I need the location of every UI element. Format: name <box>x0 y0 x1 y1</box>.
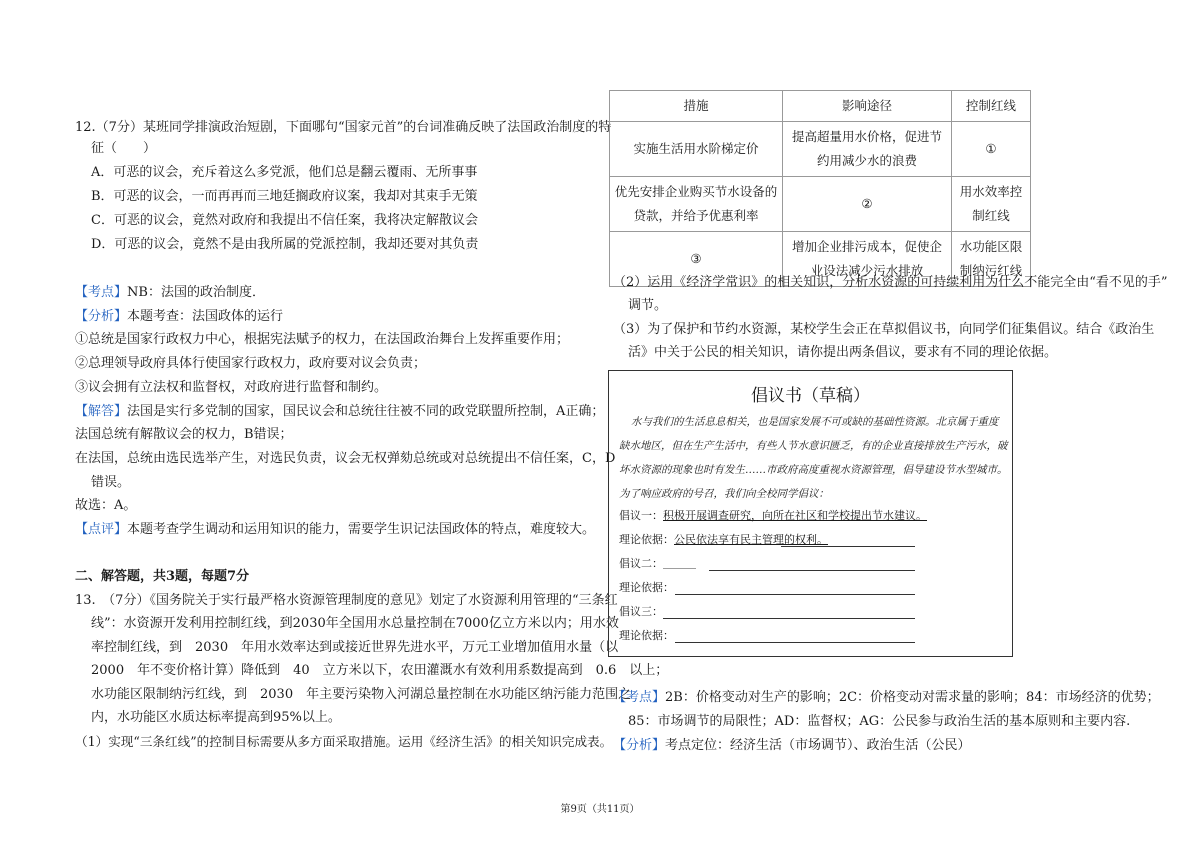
proposal-title: 倡议书（草稿） <box>751 386 870 406</box>
q12-option-a: A．可恶的议会，充斥着这么多党派，他们总是翻云覆雨、无所事事 <box>91 165 478 180</box>
q12-point-2: ②总理领导政府具体行使国家行政权力，政府要对议会负责； <box>75 356 427 371</box>
q13-fenxi <box>613 737 971 755</box>
q13-line-4: 2000 年不变价格计算）降低到 40 立方米以下，农田灌溉水有效利用系数提高到 0.6 以上； <box>91 663 669 678</box>
table-cell: 增加企业排污成本，促使企业设法减少污水排放 <box>783 232 952 287</box>
proposal-basis-2 <box>619 581 674 595</box>
proposal-hand-line-1: 水与我们的生活息息相关，也是国家发展不可或缺的基础性资源。北京属于重度 <box>631 416 999 428</box>
dianping-tag: 【点评】 <box>75 522 128 537</box>
proposal-label: 倡议一： <box>619 509 663 522</box>
q12-point-1: ①总统是国家行政权力中心，根据宪法赋予的权力，在法国政治舞台上发挥重要作用； <box>75 332 570 347</box>
q13-line-2: 线”：水资源开发利用控制红线，到2030年全国用水总量控制在7000亿立方米以内；用水效 <box>91 616 619 631</box>
page-footer: 第9页（共11页） <box>560 804 640 815</box>
q13-sub2-line1: （2）运用《经济学常识》的相关知识，分析水资源的可持续利用为什么不能完全由“看不见的手” <box>613 275 1168 290</box>
q12-option-c: C．可恶的议会，竟然对政府和我提出不信任案，我将决定解散议会 <box>91 213 478 228</box>
jieda-line-1: 法国是实行多党制的国家，国民议会和总统往往被不同的政党联盟所控制，A正确； <box>127 404 605 419</box>
dianping-text: 本题考查学生调动和运用知识的能力，需要学生识记法国政体的特点，难度较大。 <box>127 522 596 537</box>
q12-fenxi <box>75 308 283 326</box>
table-cell: 用水效率控制红线 <box>952 177 1031 232</box>
table-cell: ② <box>783 177 952 232</box>
q12-stem-line1: 12.（7分）某班同学排演政治短剧，下面哪句“国家元首”的台词准确反映了法国政治制度的特 <box>75 120 612 135</box>
proposal-hand-line-2: 缺水地区，但在生产生活中，有些人节水意识匮乏，有的企业直接排放生产污水，破 <box>619 440 1008 452</box>
table-row <box>610 177 1031 232</box>
table-row <box>610 122 1031 177</box>
q13-line-6: 内，水功能区水质达标率提高到95%以上。 <box>91 710 341 725</box>
proposal-row-3 <box>619 605 663 619</box>
proposal-label: 倡议二： <box>619 557 663 570</box>
q13-sub3-line2: 活》中关于公民的相关知识，请你提出两条倡议，要求有不同的理论依据。 <box>628 345 1058 360</box>
proposal-label: 理论依据： <box>619 533 674 546</box>
fenxi-tag: 【分析】 <box>75 309 128 324</box>
q12-option-d: D．可恶的议会，竟然不是由我所属的党派控制，我却还要对其负责 <box>91 237 479 252</box>
proposal-row-2 <box>619 557 696 571</box>
proposal-label: 倡议三： <box>619 605 663 618</box>
q13-sub3-line1: （3）为了保护和节约水资源，某校学生会正在草拟倡议书，向同学们征集倡议。结合《政治生 <box>613 322 1155 337</box>
q13-sub2-line2: 调节。 <box>628 298 668 313</box>
answer-underline <box>663 618 915 619</box>
fenxi-text: 考点定位：经济生活（市场调节）、政治生活（公民） <box>665 738 971 753</box>
answer-underline <box>675 642 915 643</box>
proposal-draft-box <box>608 370 1013 657</box>
proposal-answer: ＿＿＿ <box>663 557 696 570</box>
q13-kaodian-line2: 85：市场调节的局限性；AD：监督权；AG：公民参与政治生活的基本原则和主要内容. <box>628 714 1131 729</box>
jieda-tag: 【解答】 <box>75 404 128 419</box>
proposal-hand-line-3: 坏水资源的现象也时有发生……市政府高度重视水资源管理，倡导建设节水型城市。 <box>619 464 1008 476</box>
q12-jieda <box>75 403 604 421</box>
table-cell: 提高超量用水价格，促进节约用减少水的浪费 <box>783 122 952 177</box>
proposal-hand-line-4: 为了响应政府的号召，我们向全校同学倡议： <box>619 488 829 500</box>
q12-point-3: ③议会拥有立法权和监督权，对政府进行监督和制约。 <box>75 380 388 395</box>
table-cell: ① <box>952 122 1031 177</box>
kaodian-text: 2B：价格变动对生产的影响；2C：价格变动对需求量的影响；84：市场经济的优势； <box>665 690 1160 705</box>
table-cell: 实施生活用水阶梯定价 <box>610 122 783 177</box>
q13-sub1: （1）实现“三条红线”的控制目标需要从多方面采取措施。运用《经济生活》的相关知识完成表。 <box>75 734 613 749</box>
table-header: 控制红线 <box>952 91 1031 122</box>
fenxi-text: 本题考查：法国政体的运行 <box>127 309 284 324</box>
table-cell: 优先安排企业购买节水设备的贷款，并给予优惠利率 <box>610 177 783 232</box>
fenxi-tag: 【分析】 <box>613 738 666 753</box>
q12-dianping <box>75 521 595 539</box>
q12-kaodian <box>75 284 265 302</box>
proposal-answer: 公民依法享有民主管理的权利。 <box>674 533 828 546</box>
q12-option-b: B．可恶的议会，一而再再而三地廷搁政府议案，我却对其束手无策 <box>91 189 478 204</box>
proposal-answer: 积极开展调查研究，向所在社区和学校提出节水建议。 <box>663 509 927 522</box>
table-cell: 水功能区限制纳污红线 <box>952 232 1031 287</box>
q12-jieda-line-4: 错误。 <box>91 475 131 490</box>
answer-underline <box>709 570 915 571</box>
proposal-basis-1 <box>619 533 828 547</box>
answer-underline <box>781 546 915 547</box>
q13-kaodian <box>613 689 1160 707</box>
q13-line-5: 水功能区限制纳污红线，到 2030 年主要污染物入河湖总量控制在水功能区纳污能力范围之 <box>91 687 632 702</box>
q12-jieda-line-3: 在法国，总统由选民选举产生，对选民负责，议会无权弹劾总统或对总统提出不信任案，C，D <box>75 451 616 466</box>
kaodian-text: NB：法国的政治制度． <box>127 285 265 300</box>
q13-line-1: 13. （7分）《国务院关于实行最严格水资源管理制度的意见》划定了水资源利用管理的“三条红 <box>75 593 618 608</box>
q13-line-3: 率控制红线，到 2030 年用水效率达到或接近世界先进水平，万元工业增加值用水量（以 <box>91 640 619 655</box>
proposal-label: 理论依据： <box>619 629 674 642</box>
proposal-row-1 <box>619 509 927 523</box>
table-header: 措施 <box>610 91 783 122</box>
table-cell: ③ <box>610 232 783 287</box>
q12-choice: 故选：A。 <box>75 498 137 513</box>
table-header-row <box>610 91 1031 122</box>
proposal-basis-3 <box>619 629 674 643</box>
q12-jieda-line-2: 法国总统有解散议会的权力，B错误； <box>75 427 293 442</box>
proposal-label: 理论依据： <box>619 581 674 594</box>
table-header: 影响途径 <box>783 91 952 122</box>
section2-heading: 二、解答题，共3题，每题7分 <box>75 569 250 584</box>
measures-table <box>609 90 1031 287</box>
kaodian-tag: 【考点】 <box>75 285 128 300</box>
q12-stem-line2: 征（ ） <box>91 141 157 156</box>
kaodian-tag: 【考点】 <box>613 690 666 705</box>
answer-underline <box>675 594 915 595</box>
